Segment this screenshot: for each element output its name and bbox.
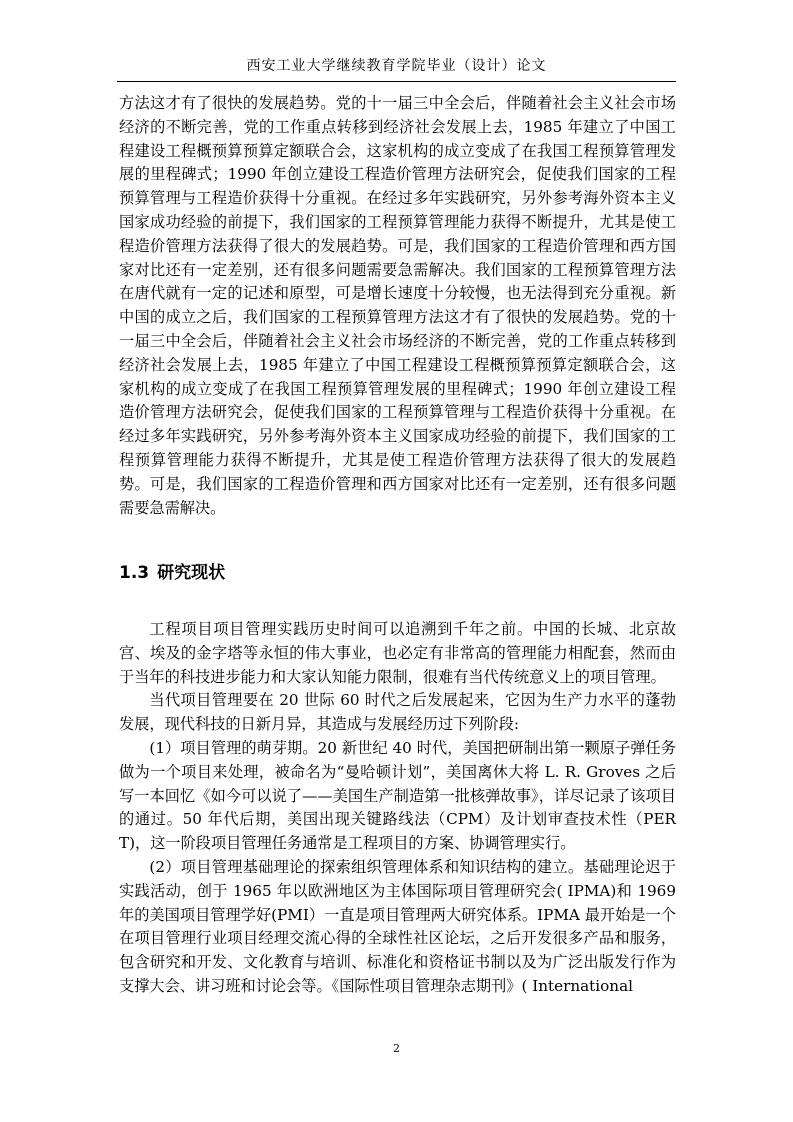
list-paragraph: (2）项目管理基础理论的探索组织管理体系和知识结构的建立。基础理论迟于实践活动，创于 1965 年以欧洲地区为主体国际项目管理研究会( IPMA)和 1969 年的美国项目管理学好(PMI）一直是项目管理两大研究体系。IPMA 最开始是一个在项目管理行业项目经理交流心得的全球性社区论坛，之后开发很多产品和服务，包含研究和开发、文化教育与培训、标准化和资格证书制以及为广泛出版发行作为支撑大会、讲习班和讨论会等。《国际性项目管理杂志期刊》( International bbox=[119, 857, 676, 995]
list-paragraph: (1）项目管理的萌芽期。20 新世纪 40 时代，美国把研制出第一颗原子弹任务做为一个项目来处理，被命名为“曼哈顿计划”，美国离休大将 L. R. Groves 之后写一本回忆《如今可以说了——美国生产制造第一批核弹故事》，详尽记录了该项目的通过。50 年代后期，美国出现关键路线法（CPM）及计划审查技术性（PERT)，这一阶段项目管理任务通常是工程项目的方案、协调管理实行。 bbox=[119, 738, 676, 853]
running-header: 西安工业大学继续教育学院毕业（设计）论文 bbox=[246, 58, 547, 74]
section-number: 1.3 bbox=[119, 563, 150, 583]
section-title: 研究现状 bbox=[157, 563, 226, 583]
body-text-top bbox=[119, 92, 676, 520]
paragraph-continued: 方法这才有了很快的发展趋势。党的十一届三中全会后，伴随着社会主义社会市场经济的不断完善，党的工作重点转移到经济社会发展上去，1985 年建立了中国工程建设工程概预算预算定额联合会，这家机构的成立变成了在我国工程预算管理发展的里程碑式；1990 年创立建设工程造价管理方法研究会，促使我们国家的工程预算管理与工程造价获得十分重视。在经过多年实践研究，另外参考海外资本主义国家成功经验的前提下，我们国家的工程预算管理能力获得不断提升，尤其是使工程造价管理方法获得了很大的发展趋势。可是，我们国家的工程造价管理和西方国家对比还有一定差别，还有很多问题需要急需解决。我们国家的工程预算管理方法在唐代就有一定的记述和原型，可是增长速度十分较慢，也无法得到充分重视。新中国的成立之后，我们国家的工程预算管理方法这才有了很快的发展趋势。党的十一届三中全会后，伴随着社会主义社会市场经济的不断完善，党的工作重点转移到经济社会发展上去，1985 年建立了中国工程建设工程概预算预算定额联合会，这家机构的成立变成了在我国工程预算管理发展的里程碑式；1990 年创立建设工程造价管理方法研究会，促使我们国家的工程预算管理与工程造价获得十分重视。在经过多年实践研究，另外参考海外资本主义国家成功经验的前提下，我们国家的工程预算管理能力获得不断提升，尤其是使工程造价管理方法获得了很大的发展趋势。可是，我们国家的工程造价管理和西方国家对比还有一定差别，还有很多问题需要急需解决。 bbox=[119, 94, 676, 517]
paragraph: 当代项目管理要在 20 世际 60 时代之后发展起来，它因为生产力水平的蓬勃发展，现代科技的日新月异，其造成与发展经历过下列阶段: bbox=[119, 691, 676, 734]
header-divider bbox=[117, 81, 676, 82]
body-text-bottom bbox=[119, 618, 676, 999]
page-number: 2 bbox=[393, 1042, 400, 1055]
section-heading bbox=[119, 559, 225, 587]
paragraph: 工程项目项目管理实践历史时间可以追溯到千年之前。中国的长城、北京故宫、埃及的金字塔等永恒的伟大事业，也必定有非常高的管理能力相配套，然而由于当年的科技进步能力和大家认知能力限制，很难有当代传统意义上的项目管理。 bbox=[119, 620, 676, 686]
